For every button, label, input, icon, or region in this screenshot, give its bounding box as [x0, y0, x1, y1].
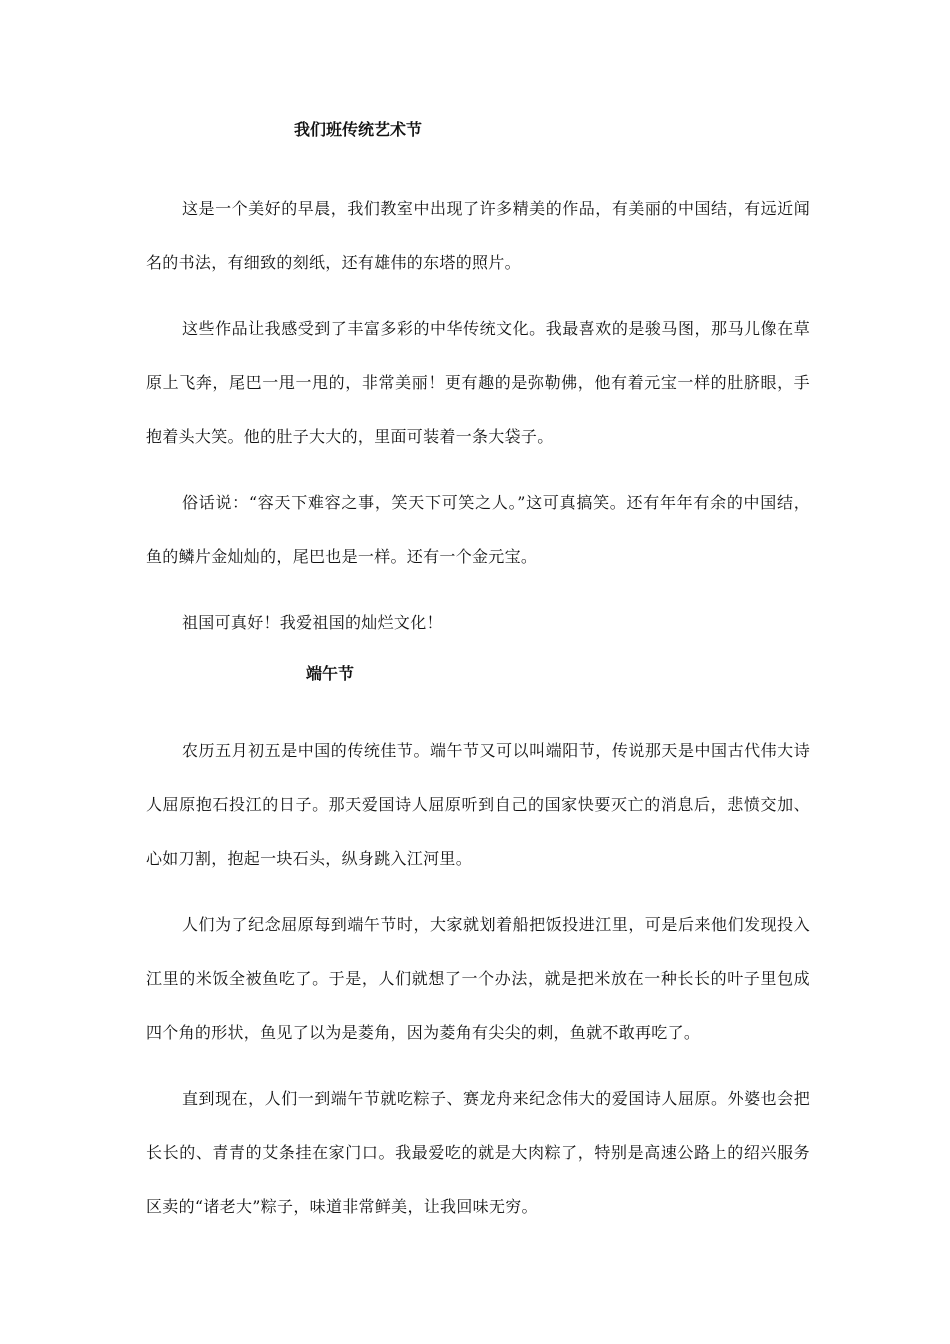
- paragraph: 直到现在，人们一到端午节就吃粽子、赛龙舟来纪念伟大的爱国诗人屈原。外婆也会把长长的、青青的艾条挂在家门口。我最爱吃的就是大肉粽了，特别是高速公路上的绍兴服务区卖的“诸老大”粽子，味道非常鲜美，让我回味无穷。: [146, 1089, 810, 1216]
- paragraph: 祖国可真好！我爱祖国的灿烂文化！: [182, 613, 443, 632]
- section-title: 端午节: [306, 664, 355, 683]
- section-title: 我们班传统艺术节: [294, 120, 423, 139]
- paragraph: 俗话说：“容天下难容之事，笑天下可笑之人。”这可真搞笑。还有年年有余的中国结，鱼的鳞片金灿灿的，尾巴也是一样。还有一个金元宝。: [146, 493, 810, 566]
- paragraph: 人们为了纪念屈原每到端午节时，大家就划着船把饭投进江里，可是后来他们发现投入江里的米饭全被鱼吃了。于是，人们就想了一个办法，就是把米放在一种长长的叶子里包成四个角的形状，鱼见了以为是菱角，因为菱角有尖尖的刺，鱼就不敢再吃了。: [146, 915, 810, 1042]
- paragraph: 这是一个美好的早晨，我们教室中出现了许多精美的作品，有美丽的中国结，有远近闻名的书法，有细致的刻纸，还有雄伟的东塔的照片。: [146, 199, 810, 272]
- paragraph: 这些作品让我感受到了丰富多彩的中华传统文化。我最喜欢的是骏马图，那马儿像在草原上飞奔，尾巴一甩一甩的，非常美丽！更有趣的是弥勒佛，他有着元宝一样的肚脐眼，手抱着头大笑。他的肚子大大的，里面可装着一条大袋子。: [146, 319, 810, 446]
- document-body: [146, 118, 810, 1246]
- section-art-festival: [146, 118, 810, 650]
- paragraph: 农历五月初五是中国的传统佳节。端午节又可以叫端阳节，传说那天是中国古代伟大诗人屈原抱石投江的日子。那天爱国诗人屈原听到自己的国家快要灭亡的消息后，悲愤交加、心如刀割，抱起一块石头，纵身跳入江河里。: [146, 741, 810, 868]
- section-dragon-boat: [146, 662, 810, 1234]
